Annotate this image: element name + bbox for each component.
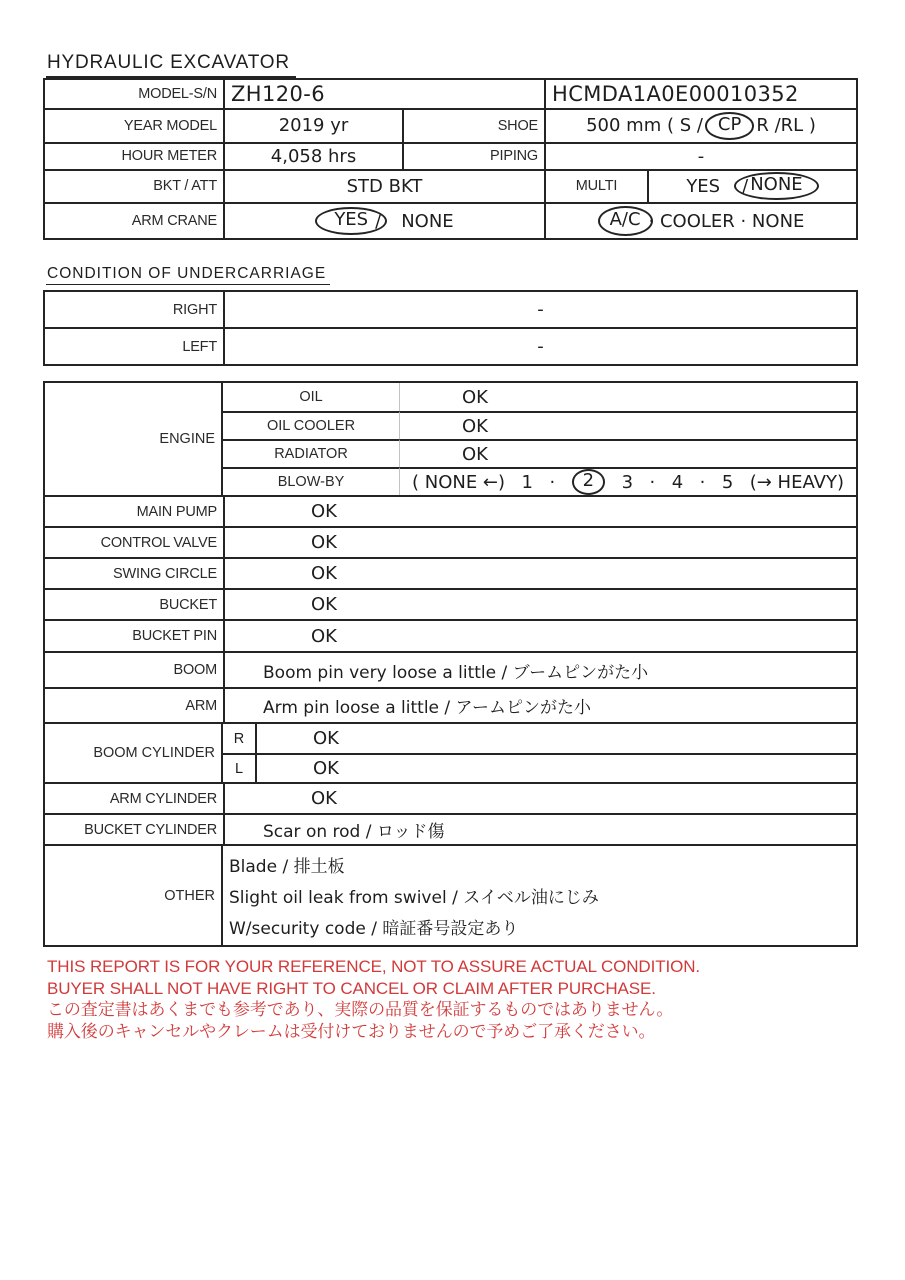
bucket-cylinder-row	[45, 813, 856, 844]
serial-number-value: HCMDA1A0E00010352	[544, 80, 856, 108]
engine-oil-value: OK	[462, 386, 488, 408]
model-sn-label: MODEL-S/N	[138, 86, 217, 102]
ac-rest-options: · COOLER · NONE	[648, 210, 805, 232]
other-note-swivel: Slight oil leak from swivel / スイベル油にじみ	[229, 888, 599, 908]
engine-radiator-label: RADIATOR	[223, 439, 400, 467]
ac-cooler-value	[544, 204, 856, 238]
boom-label: BOOM	[173, 662, 217, 678]
model-value: ZH120-6	[223, 80, 544, 108]
year-model-label: YEAR MODEL	[123, 117, 217, 134]
boom-cylinder-r-label: R	[223, 724, 257, 753]
blowby-3: 3	[621, 471, 634, 493]
blowby-dot-a: ·	[549, 471, 556, 493]
engine-oil-cooler-label: OIL COOLER	[223, 411, 400, 439]
bucket-value: OK	[223, 590, 856, 619]
blowby-1: 1	[521, 471, 533, 493]
piping-value: -	[544, 144, 856, 169]
disclaimer-line-3: この査定書はあくまでも参考であり、実際の品質を保証するものではありません。	[47, 1000, 674, 1019]
arm-crane-value	[223, 204, 544, 238]
engine-blowby-scale	[400, 467, 856, 495]
blowby-2-circled: 2	[572, 469, 605, 495]
multi-none-circled: NONE	[734, 172, 818, 200]
engine-blowby-label: BLOW-BY	[223, 467, 400, 495]
arm-value: Arm pin loose a little / アームピンがた小	[223, 689, 856, 722]
multi-slash: /	[742, 175, 749, 197]
engine-oil-label: OIL	[223, 383, 400, 411]
engine-row-group	[45, 383, 856, 495]
other-row-group	[45, 844, 856, 945]
bkt-att-value: STD BKT	[223, 171, 544, 203]
multi-label: MULTI	[544, 171, 647, 203]
bucket-pin-row	[45, 619, 856, 651]
disclaimer-line-1: THIS REPORT IS FOR YOUR REFERENCE, NOT TO ASSURE ACTUAL CONDITION.	[47, 957, 701, 976]
blowby-suffix: (→ HEAVY)	[749, 471, 844, 493]
bucket-label: BUCKET	[159, 596, 217, 613]
other-notes	[223, 846, 856, 945]
undercarriage-table	[43, 290, 858, 366]
boom-row	[45, 651, 856, 687]
bucket-pin-label: BUCKET PIN	[132, 628, 217, 644]
swing-circle-value: OK	[223, 559, 856, 588]
engine-oil-cooler-value: OK	[400, 411, 856, 439]
multi-yes-option: YES	[686, 175, 721, 197]
undercarriage-left-row	[45, 327, 856, 364]
hour-meter-value: 4,058 hrs	[223, 144, 402, 169]
piping-label: PIPING	[402, 144, 544, 169]
boom-cylinder-l-value: OK	[257, 753, 856, 782]
control-valve-value: OK	[223, 528, 856, 557]
bucket-row	[45, 588, 856, 619]
boom-cylinder-label: BOOM CYLINDER	[45, 724, 223, 782]
undercarriage-right-row	[45, 292, 856, 327]
disclaimer-line-4: 購入後のキャンセルやクレームは受付けておりませんので予めご了承ください。	[47, 1021, 656, 1041]
blowby-5: 5	[721, 471, 734, 493]
engine-label: ENGINE	[45, 383, 223, 495]
arm-crane-slash: /	[375, 210, 382, 232]
arm-crane-none-option: NONE	[401, 210, 454, 232]
shoe-value-prefix: 500 mm ( S /	[586, 115, 703, 137]
right-label: RIGHT	[172, 301, 217, 318]
other-note-blade: Blade / 排土板	[229, 857, 345, 877]
bkt-att-label: BKT / ATT	[153, 178, 217, 195]
hour-meter-label: HOUR METER	[121, 148, 217, 165]
inspection-table	[43, 381, 858, 947]
blowby-dot-b: ·	[649, 471, 656, 493]
spec-row-hour-piping	[45, 142, 856, 169]
arm-row	[45, 687, 856, 722]
spec-row-armcrane-ac	[45, 202, 856, 238]
spec-row-model	[45, 80, 856, 108]
left-label: LEFT	[182, 338, 217, 355]
undercarriage-section-title: CONDITION OF UNDERCARRIAGE	[46, 265, 330, 285]
control-valve-label: CONTROL VALVE	[100, 534, 217, 551]
right-value: -	[223, 292, 856, 327]
bucket-cylinder-value: Scar on rod / ロッド傷	[223, 815, 856, 844]
swing-circle-row	[45, 557, 856, 588]
blowby-dot-c: ·	[699, 471, 706, 493]
boom-value: Boom pin very loose a little / ブームピンがた小	[223, 653, 856, 687]
left-value: -	[223, 329, 856, 364]
main-pump-label: MAIN PUMP	[136, 503, 217, 520]
other-note-security: W/security code / 暗証番号設定あり	[229, 919, 519, 939]
boom-cylinder-r-value: OK	[313, 728, 339, 749]
blowby-prefix: ( NONE ←)	[412, 471, 506, 493]
blowby-4: 4	[671, 471, 684, 493]
arm-crane-label: ARM CRANE	[131, 213, 217, 230]
multi-value	[647, 171, 856, 203]
arm-cylinder-label: ARM CYLINDER	[109, 790, 217, 807]
ac-circled: A/C	[598, 206, 653, 236]
control-valve-row	[45, 526, 856, 557]
spec-table	[43, 78, 858, 240]
shoe-cp-circled: CP	[705, 112, 754, 140]
disclaimer-line-2: BUYER SHALL NOT HAVE RIGHT TO CANCEL OR CLAIM AFTER PURCHASE.	[47, 978, 656, 998]
main-pump-row	[45, 495, 856, 526]
page-title: HYDRAULIC EXCAVATOR	[46, 52, 296, 78]
bucket-cylinder-label: BUCKET CYLINDER	[84, 821, 217, 838]
arm-cylinder-row	[45, 782, 856, 813]
shoe-label: SHOE	[402, 110, 544, 142]
arm-crane-yes-circled: YES	[315, 207, 387, 235]
disclaimer	[47, 956, 700, 1042]
bucket-pin-value: OK	[223, 621, 856, 651]
boom-cylinder-row-group	[45, 722, 856, 782]
year-model-value: 2019 yr	[223, 110, 402, 142]
other-label: OTHER	[45, 846, 223, 945]
arm-label: ARM	[185, 697, 217, 714]
shoe-value	[544, 110, 856, 142]
arm-cylinder-value: OK	[223, 784, 856, 813]
boom-cylinder-l-label: L	[223, 753, 257, 782]
spec-row-year-shoe	[45, 108, 856, 142]
spec-row-bkt-multi	[45, 169, 856, 203]
swing-circle-label: SWING CIRCLE	[113, 565, 217, 582]
engine-radiator-value: OK	[400, 439, 856, 467]
main-pump-value: OK	[223, 497, 856, 526]
shoe-value-suffix: R /RL )	[756, 115, 816, 137]
